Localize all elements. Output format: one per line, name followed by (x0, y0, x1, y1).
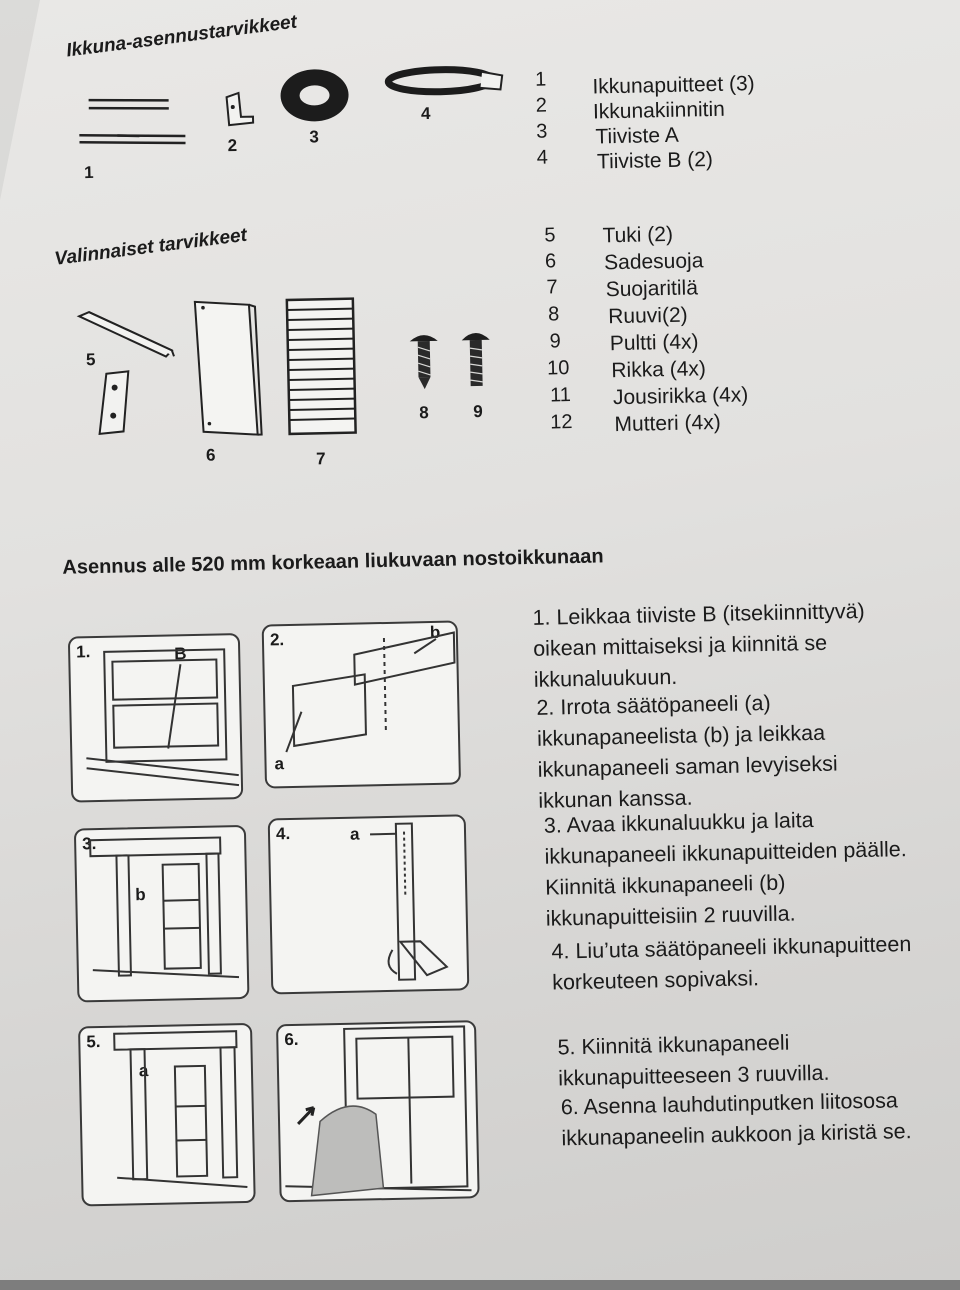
panel-number: 2. (269, 630, 285, 650)
figure-number-3: 3 (309, 127, 320, 147)
figure-number-7: 7 (315, 449, 326, 469)
panel-number: 1. (75, 642, 91, 662)
part-number: 12 (549, 411, 573, 434)
panel-number: 3. (81, 834, 97, 854)
panel-number: 4. (275, 824, 291, 844)
part-number: 7 (546, 276, 558, 299)
install-step-6: 6. Asenna lauhdutinputken liitososa ikkunapaneelin aukkoon ja kiristä se. (560, 1088, 912, 1151)
part-label: Tiiviste B (2) (596, 148, 714, 174)
part-label: Ruuvi(2) (608, 303, 688, 329)
figure-number-6: 6 (205, 445, 216, 465)
install-title: Asennus alle 520 mm korkeaan liukuvaan nostoikkunaan (62, 545, 604, 579)
part-number: 10 (546, 357, 570, 380)
install-step-6-illustration (276, 1020, 480, 1202)
panel-number: 6. (284, 1029, 299, 1050)
slide-sketch (270, 820, 271, 821)
figure-number-9: 9 (473, 401, 483, 422)
part-label: Tiiviste A (595, 123, 679, 149)
section1-title: Ikkuna-asennustarvikkeet (65, 11, 299, 62)
window-panel-label: b (135, 885, 146, 905)
install-step-4: 4. Liu’uta säätöpaneeli ikkunapuitteen korkeuteen sopivaksi. (551, 932, 912, 995)
panel-number: 5. (86, 1032, 101, 1052)
section2-title: Valinnaiset tarvikkeet (53, 224, 249, 270)
part-number: 9 (549, 330, 561, 353)
install-step-4-illustration (268, 814, 470, 994)
figure-number-1: 1 (83, 162, 94, 183)
part-label: Rikka (4x) (611, 357, 707, 383)
part-number: 1 (534, 68, 547, 91)
adjust-panel-label: a (274, 754, 285, 774)
figure-number-2: 2 (227, 135, 238, 156)
seal-b-label: B (174, 644, 187, 664)
install-step-1: 1. Leikkaa tiiviste B (itsekiinnittyvä) oikean mittaiseksi ja kiinnitä se ikkunaluukuun. (532, 598, 865, 692)
panel-sketch (264, 627, 265, 628)
window-sketch (70, 639, 71, 640)
part-label: Sadesuoja (603, 249, 704, 275)
part-number: 2 (535, 94, 548, 117)
install-step-3: 3. Avaa ikkunaluukku ja laita ikkunapaneeli ikkunapuitteiden päälle. Kiinnitä ikkunapaneeli (b) ikkunapuitteisiin 2 ruuvilla. (543, 808, 907, 931)
figure-number-4: 4 (420, 103, 431, 124)
part-number: 5 (544, 224, 556, 247)
part-label: Mutteri (4x) (614, 410, 721, 437)
install-step-2: 2. Irrota säätöpaneeli (a) ikkunapaneelista (b) ja leikkaa ikkunapaneeli saman levyiseksi ikkunan kanssa. (536, 690, 838, 813)
install-step-5: 5. Kiinnitä ikkunapaneeli ikkunapuitteeseen 3 ruuvilla. (557, 1030, 830, 1091)
adjust-panel-label: a (349, 824, 360, 844)
part-label: Tuki (2) (602, 222, 674, 248)
part-label: Suojaritilä (605, 276, 699, 302)
hose-connector-sketch (278, 1026, 279, 1027)
part-label: Ikkunapuitteet (3) (592, 72, 755, 99)
part-number: 6 (544, 250, 557, 273)
screw-frame-sketch (80, 1028, 81, 1029)
part-number: 3 (536, 120, 548, 143)
part-number: 8 (547, 303, 560, 326)
part-label: Ikkunakiinnitin (592, 97, 726, 124)
install-step-2-illustration (262, 620, 461, 788)
part-number: 11 (549, 384, 572, 407)
part-label: Jousirikka (4x) (612, 383, 749, 410)
install-step-5-illustration (78, 1023, 256, 1207)
window-panel-label: b (429, 622, 441, 643)
install-step-1-illustration (68, 633, 243, 803)
part-label: Pultti (4x) (609, 330, 699, 356)
figure-number-5: 5 (85, 349, 96, 370)
frame-sketch (76, 830, 77, 831)
adjust-panel-label: a (138, 1061, 149, 1081)
figure-number-8: 8 (419, 403, 429, 423)
install-step-3-illustration (74, 825, 250, 1003)
part-number: 4 (536, 146, 549, 169)
